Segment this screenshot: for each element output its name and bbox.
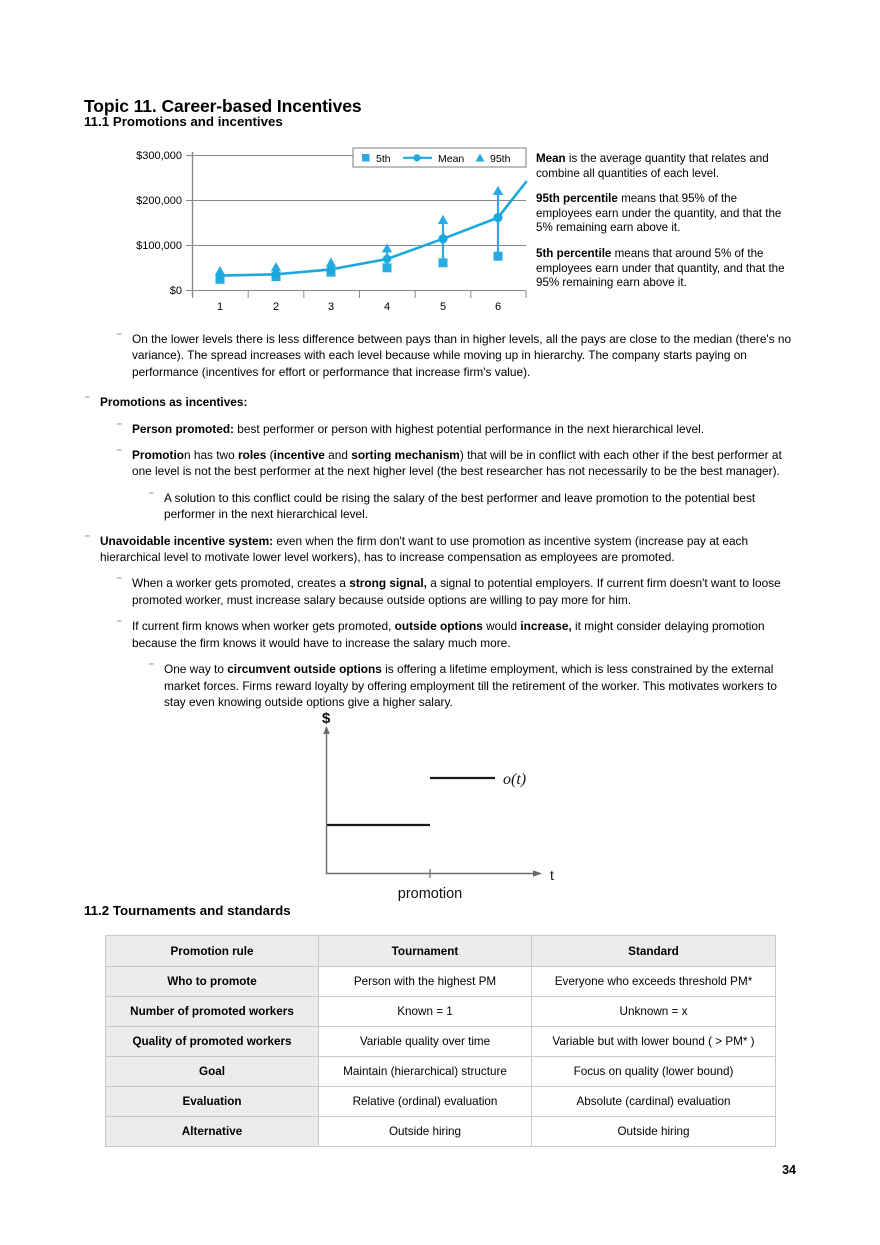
delay-w1: If current firm knows when worker gets promoted, [132, 619, 395, 634]
promotion-roles-w4: ( [266, 448, 274, 463]
table-row [106, 967, 776, 997]
notes-outline [84, 331, 798, 720]
chart-svg [110, 146, 530, 314]
unavoidable-lead: Unavoidable incentive system: [100, 533, 274, 548]
row-label-who-to-promote: Who to promote [106, 967, 319, 997]
cell-standard-goal: Focus on quality (lower bound) [532, 1057, 776, 1087]
table-header-tournament: Tournament [319, 936, 532, 967]
bullet-dash-icon: ⁻ [116, 445, 123, 460]
bullet-person-promoted [116, 418, 798, 437]
bullet-promotions-as-incentives [84, 394, 798, 410]
ot-x-axis-label: t [550, 867, 554, 883]
mean-series-line [220, 182, 526, 276]
person-promoted-lead: Person promoted: [132, 421, 234, 436]
promotion-roles-w2: n has two [183, 448, 238, 463]
note-mean-rest: is the average quantity that relates and combine all quantities of each level. [536, 152, 769, 180]
y-tick-label-300000: $300,000 [136, 150, 182, 162]
cell-tournament-quality-promoted: Variable quality over time [319, 1027, 532, 1057]
tournaments-standards-table [105, 935, 776, 1147]
x-axis-ticks [193, 291, 527, 299]
circumvent-w3: is offering a lifetime employment, which is less constrained by the external market forces. Firms reward loyalty by offering employment till the retirement of the worker. This motivates workers to stay even knowing outside options give a higher salary. [164, 662, 778, 709]
table-row [106, 1057, 776, 1087]
y-tick-label-100000: $100,000 [136, 240, 182, 252]
solution-conflict-text: A solution to this conflict could be rising the salary of the best performer and leave promotion to the potential best performer in the next hierarchical level. [164, 490, 756, 522]
table-row [106, 997, 776, 1027]
bullet-dash-icon: ⁻ [116, 329, 123, 343]
row-label-goal: Goal [106, 1057, 319, 1087]
table-header-promotion-rule: Promotion rule [106, 936, 319, 967]
section-heading-11-1: 11.1 Promotions and incentives [84, 114, 283, 129]
delay-w4: increase, [520, 619, 572, 634]
note-p95 [536, 192, 792, 236]
page-number: 34 [782, 1163, 796, 1177]
legend-label-mean: Mean [438, 153, 465, 165]
note-mean-lead: Mean [536, 152, 566, 165]
bullet-dash-icon: ⁻ [116, 418, 123, 433]
ot-diagram-svg [292, 706, 592, 902]
bullet-strong-signal [116, 575, 798, 608]
signal-w3: a signal to potential employers. If current firm doesn't want to loose promoted worker, must increase salary because outside options are willing to pay more for him. [132, 576, 781, 607]
note-p95-lead: 95th percentile [536, 192, 618, 206]
tournaments-standards-table-wrapper [105, 935, 775, 1147]
y-tick-label-0: $0 [169, 285, 182, 297]
note-p95-rest: means that 95% of the employees earn under the quantity, and that the 5% remaining earn above it. [536, 192, 782, 235]
promotion-roles-w1: Promotio [132, 448, 184, 463]
y-tick-label-200000: $200,000 [136, 195, 182, 207]
p95-series-markers [215, 186, 503, 275]
spread-bars [220, 192, 498, 279]
bullet-chart-comment [116, 331, 798, 380]
promotion-roles-w6: and [324, 448, 352, 463]
delay-w2: outside options [394, 619, 483, 634]
table-row [106, 1087, 776, 1117]
bullet-dash-icon: ⁻ [116, 616, 123, 631]
promotion-roles-w5: incentive [273, 448, 325, 463]
section-heading-11-2: 11.2 Tournaments and standards [84, 903, 291, 918]
row-label-evaluation: Evaluation [106, 1087, 319, 1117]
bullet-delay-promotion [116, 618, 798, 651]
ot-y-axis-label: $ [322, 710, 331, 727]
promotion-roles-w3: roles [237, 448, 267, 463]
bullet-dash-icon: ⁻ [116, 573, 123, 588]
bullet-dash-icon: ⁻ [84, 392, 91, 407]
bullet-promotion-roles [116, 447, 798, 480]
cell-standard-evaluation: Absolute (cardinal) evaluation [532, 1087, 776, 1117]
x-tick-label-6: 6 [494, 301, 502, 313]
cell-tournament-evaluation: Relative (ordinal) evaluation [319, 1087, 532, 1117]
x-tick-labels [217, 301, 501, 313]
bullet-chart-comment-text: On the lower levels there is less difference between pays than in higher levels, all the pays are close to the median (there's no variance). The spread increases with each level because while moving up in hierarchy. The company starts paying on performance (incentives for effort or performance that increase firm's value). [132, 332, 792, 379]
signal-w2: strong signal, [349, 576, 427, 591]
promotions-heading-text [100, 394, 798, 410]
bullet-dash-icon: ⁻ [84, 530, 91, 545]
bullet-unavoidable-incentive-system [84, 530, 798, 566]
note-mean [536, 152, 792, 181]
cell-tournament-alternative: Outside hiring [319, 1117, 532, 1147]
legend-label-95th: 95th [490, 153, 511, 165]
legend-label-5th: 5th [376, 153, 391, 165]
unavoidable-rest: even when the firm don't want to use promotion as incentive system (increase pay at each hierarchical level to motivate lower level workers), has to increase compensation as employees are promoted. [100, 533, 749, 565]
page-title: Topic 11. Career-based Incentives [84, 95, 362, 116]
bullet-dash-icon: ⁻ [148, 487, 155, 502]
cell-standard-number-promoted: Unknown = x [532, 997, 776, 1027]
table-header-row [106, 936, 776, 967]
chart-notes [536, 152, 792, 291]
cell-tournament-number-promoted: Known = 1 [319, 997, 532, 1027]
cell-tournament-who-to-promote: Person with the highest PM [319, 967, 532, 997]
cell-standard-quality-promoted: Variable but with lower bound ( > PM* ) [532, 1027, 776, 1057]
row-label-quality-promoted: Quality of promoted workers [106, 1027, 319, 1057]
cell-standard-alternative: Outside hiring [532, 1117, 776, 1147]
delay-w5: it might consider delaying promotion because the firm knows it would have to increase the salary much more. [132, 619, 765, 650]
ot-x-tick-label: promotion [397, 886, 463, 902]
note-p5-rest: means that around 5% of the employees earn under that quantity, and that the 95% remaining earn above it. [536, 246, 785, 290]
x-tick-label-3: 3 [327, 301, 335, 313]
row-label-alternative: Alternative [106, 1117, 319, 1147]
promotion-roles-w7: sorting mechanism [351, 448, 460, 463]
p5-series-markers [216, 252, 503, 284]
cell-standard-who-to-promote: Everyone who exceeds threshold PM* [532, 967, 776, 997]
table-header-standard: Standard [532, 936, 776, 967]
mean-series-markers [216, 213, 503, 280]
cell-tournament-goal: Maintain (hierarchical) structure [319, 1057, 532, 1087]
bullet-circumvent-outside-options [148, 661, 798, 710]
note-p5 [536, 247, 792, 291]
legend-swatch-5th [362, 154, 370, 162]
table-row [106, 1117, 776, 1147]
x-tick-label-4: 4 [383, 301, 391, 313]
ot-curve-label: o(t) [503, 771, 527, 788]
x-tick-label-1: 1 [216, 301, 224, 313]
person-promoted-rest: best performer or person with highest potential performance in the next hierarchical level. [234, 421, 705, 436]
salary-percentile-chart [110, 146, 530, 314]
x-tick-label-2: 2 [272, 301, 280, 313]
circumvent-w1: One way to [164, 662, 228, 677]
bullet-dash-icon: ⁻ [148, 659, 155, 674]
chart-gridlines [186, 156, 526, 291]
chart-legend [353, 148, 526, 167]
x-tick-label-5: 5 [439, 301, 447, 313]
bullet-solution-conflict [148, 487, 798, 523]
note-p5-lead: 5th percentile [536, 246, 612, 260]
ot-y-arrow-icon [323, 726, 330, 734]
promotion-roles-w8: ) that will be in conflict with each other if the best performer at one level is not the best performer at the next higher level (the best researcher has not necessarily to be the best manager). [132, 448, 782, 479]
table-row [106, 1027, 776, 1057]
ot-x-arrow-icon [533, 870, 542, 877]
promotions-heading-bold: Promotions as incentives: [100, 395, 248, 410]
legend-swatch-mean [413, 154, 420, 161]
signal-w1: When a worker gets promoted, creates a [132, 576, 350, 591]
circumvent-w2: circumvent outside options [227, 662, 382, 677]
delay-w3: would [482, 619, 521, 634]
row-label-number-promoted: Number of promoted workers [106, 997, 319, 1027]
outside-option-diagram [292, 706, 592, 902]
